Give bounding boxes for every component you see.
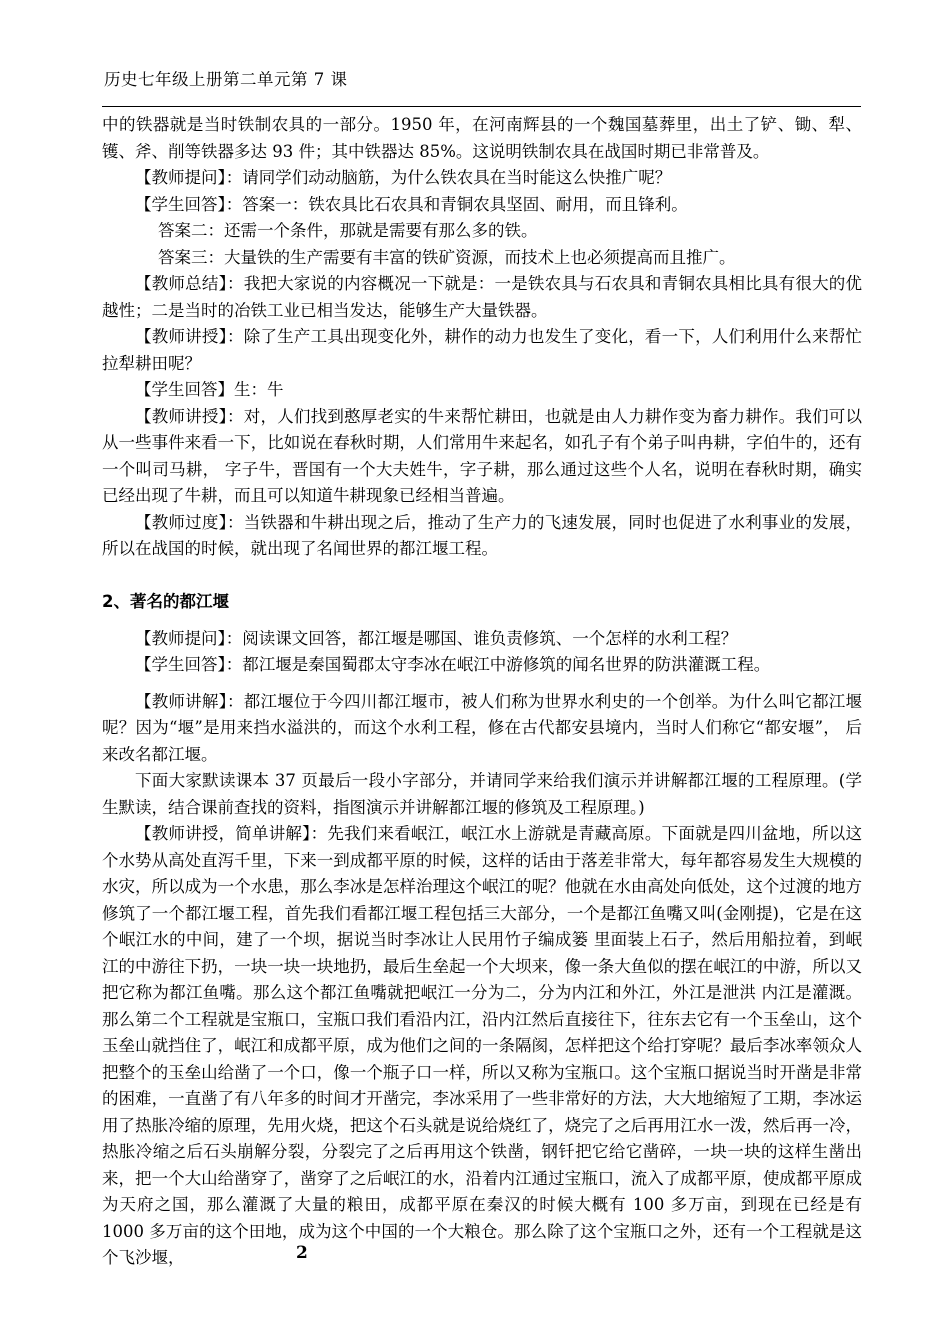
body-paragraph: 答案二：还需一个条件，那就是需要有那么多的铁。 <box>158 221 538 240</box>
body-paragraph: 【教师讲解】：都江堰位于今四川都江堰市，被人们称为世界水利史的一个创举。为什么叫它都江堰呢？因为“堰”是用来挡水溢洪的，而这个水利工程，修在古代都安县境内，当时人们称它“都安堰”， 后来改名都江堰。 <box>102 691 862 764</box>
body-paragraph: 【学生回答】：答案一：铁农具比石农具和青铜农具坚固、耐用，而且锋利。 <box>135 194 688 214</box>
body-paragraph: 【学生回答】生：牛 <box>135 380 284 399</box>
body-paragraph: 【教师讲授】：对，人们找到憨厚老实的牛来帮忙耕田，也就是由人力耕作变为畜力耕作。我们可以从一些事件来看一下，比如说在春秋时期，人们常用牛来起名，如孔子有个弟子叫冉耕，字伯牛的，还有一个叫司马耕， 字子牛，晋国有一个大夫姓牛，字子耕，那么通过这些个人名，说明在春秋时期，确实已经出现了牛耕，而且可以知道牛耕现象已经相当普遍。 <box>102 406 862 505</box>
paragraph-spacer <box>102 563 862 590</box>
section-heading: 2、著名的都江堰 <box>102 592 229 611</box>
paragraph-spacer <box>102 616 862 626</box>
page-header-title: 历史七年级上册第二单元第 7 课 <box>104 70 348 89</box>
body-paragraph: 中的铁器就是当时铁制农具的一部分。1950 年，在河南辉县的一个魏国墓葬里，出土了铲、锄、犁、镬、斧、削等铁器多达 93 件；其中铁器达 85%。这说明铁制农具在战国时期已非常普及。 <box>102 115 862 161</box>
body-paragraph: 【学生回答】：都江堰是秦国蜀郡太守李冰在岷江中游修筑的闻名世界的防洪灌溉工程。 <box>135 655 771 674</box>
body-paragraph: 【教师过度】：当铁器和牛耕出现之后，推动了生产力的飞速发展，同时也促进了水利事业的发展，所以在战国的时候，就出现了名闻世界的都江堰工程。 <box>102 512 862 558</box>
body-paragraph: 答案三：大量铁的生产需要有丰富的铁矿资源，而技术上也必须提高而且推广。 <box>158 247 736 267</box>
body-paragraph: 【教师提问】：阅读课文回答，都江堰是哪国、谁负责修筑、一个怎样的水利工程？ <box>135 628 738 648</box>
body-paragraph: 【教师讲授，简单讲解】：先我们来看岷江，岷江水上游就是青藏高原。下面就是四川盆地，所以这个水势从高处直泻千里，下来一到成都平原的时候，这样的话由于落差非常大，每年都容易发生大规模的水灾，所以成为一个水患，那么李冰是怎样治理这个岷江的呢？他就在水由高处向低处，这个过渡的地方修筑了一个都江堰工程，首先我们看都江堰工程包括三大部分，一个是都江鱼嘴又叫(金刚提)，它是在这个岷江水的中间，建了一个坝，据说当时李冰让人民用竹子编成篓 里面装上石子，然后用船拉着，到岷江的中游往下扔，一块一块一块地扔，最后生垒起一个大坝来，像一条大鱼似的摆在岷江的中游，所以又把它称为都江鱼嘴。那么这个都江鱼嘴就把岷江一分为二，分为内江和外江，外江是泄洪 内江是灌溉。那么第二个工程就是宝瓶口，宝瓶口我们看沿内江，沿内江然后直接往下，往东去它有一个玉垒山，这个玉垒山就挡住了，岷江和成都平原，成为他们之间的一条隔阂，怎样把这个给打穿呢？最后李冰率领众人把整个的玉垒山给凿了一个口，像一个瓶子口一样，所以又称为宝瓶口。这个宝瓶口据说当时开凿是非常的困难，一直凿了有八年多的时间才开凿完，李冰采用了一些非常好的方法，大大地缩短了工期，李冰运用了热胀冷缩的原理，先用火烧，把这个石头就是说给烧红了，烧完了之后再用江水一泼，然后再一冷，热胀冷缩之后石头崩解分裂，分裂完了之后再用这个铁凿，钢钎把它给它凿碎，一块一块的这样生凿出来，把一个大山给凿穿了，凿穿了之后岷江的水，沿着内江通过宝瓶口，流入了成都平原，使成都平原成为天府之国，那么灌溉了大量的粮田，成都平原在秦汉的时候大概有 100 多万亩，到现在已经是有 1000 多万亩的这个田地，成为这个中国的一个大粮仓。那么除了这个宝瓶口之外，还有一个工程就是这个飞沙堰， <box>102 824 862 1267</box>
body-paragraph: 【教师总结】：我把大家说的内容概况一下就是：一是铁农具与石农具和青铜农具相比具有很大的优越性；二是当时的冶铁工业已相当发达，能够生产大量铁器。 <box>102 274 862 320</box>
header-divider <box>102 106 861 107</box>
page-number: 2 <box>296 1243 308 1263</box>
body-paragraph: 【教师提问】：请同学们动动脑筋，为什么铁农具在当时能这么快推广呢？ <box>135 168 672 187</box>
body-paragraph: 下面大家默读课本 37 页最后一段小字部分，并请同学来给我们演示并讲解都江堰的工程原理。(学生默读，结合课前查找的资料，指图演示并讲解都江堰的修筑及工程原理。) <box>102 771 862 817</box>
paragraph-spacer <box>102 679 862 689</box>
body-paragraph: 【教师讲授】：除了生产工具出现变化外，耕作的动力也发生了变化，看一下，人们利用什么来帮忙拉犁耕田呢？ <box>102 327 862 373</box>
document-body <box>102 112 862 1272</box>
